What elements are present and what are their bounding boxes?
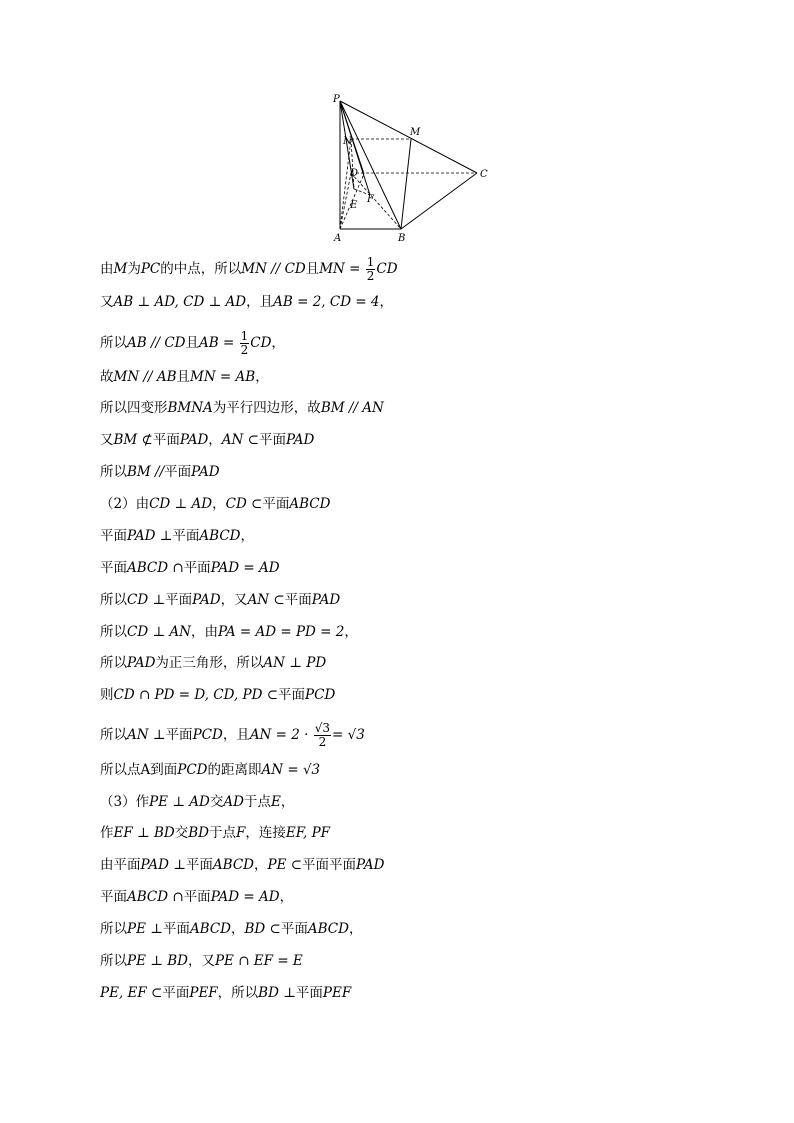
label-m: M (410, 127, 421, 138)
segment-pf (340, 101, 370, 195)
segment-an (340, 139, 351, 229)
proof-line-17: （3）作PE ⊥ AD交AD于点E， (100, 794, 295, 810)
edge-bc (401, 173, 477, 229)
label-n: N (343, 136, 352, 147)
proof-line-4: 故MN // AB且MN = AB， (100, 369, 269, 385)
proof-line-11: 所以CD ⊥平面PAD，又AN ⊂平面PAD (100, 592, 341, 608)
segment-mb (401, 139, 411, 229)
proof-line-12: 所以CD ⊥ AN，由PA = AD = PD = 2， (100, 624, 358, 640)
proof-line-23: PE, EF ⊂平面PEF，所以BD ⊥平面PEF (100, 985, 352, 1001)
proof-line-5: 所以四变形BMNA为平行四边形，故BM // AN (100, 400, 384, 416)
proof-line-18: 作EF ⊥ BD交BD于点F，连接EF, PF (100, 825, 331, 841)
label-a: A (334, 233, 342, 244)
proof-line-21: 所以PE ⊥平面ABCD，BD ⊂平面ABCD， (100, 921, 363, 937)
pyramid-diagram (326, 92, 496, 244)
proof-line-22: 所以PE ⊥ BD，又PE ∩ EF = E (100, 953, 303, 969)
proof-line-15: 所以AN ⊥平面PCD，且AN = 2 · $\frac{√3}{2}$ = √3 (100, 721, 365, 749)
proof-line-8: （2）由CD ⊥ AD，CD ⊂平面ABCD (100, 496, 331, 512)
label-d: D (350, 168, 359, 179)
proof-line-19: 由平面PAD ⊥平面ABCD，PE ⊂平面平面PAD (100, 857, 385, 873)
fraction: $\frac{√3}{2}$ (314, 721, 331, 749)
proof-line-1: 由M为PC的中点，所以MN // CD且MN = $\frac{1}{2}$ CD (100, 255, 398, 283)
label-e: E (350, 200, 358, 211)
proof-line-20: 平面ABCD ∩平面PAD = AD， (100, 889, 294, 905)
geometry-figure (326, 92, 496, 244)
label-p: P (333, 94, 340, 105)
proof-line-14: 则CD ∩ PD = D, CD, PD ⊂平面PCD (100, 687, 336, 703)
proof-line-3: 所以AB // CD且AB = $\frac{1}{2}$ CD， (100, 329, 285, 357)
proof-line-10: 平面ABCD ∩平面PAD = AD (100, 560, 280, 576)
proof-line-16: 所以点A到面PCD的距离即AN = √3 (100, 762, 321, 778)
label-b: B (398, 233, 406, 244)
proof-line-7: 所以BM //平面PAD (100, 464, 220, 480)
proof-line-2: 又AB ⊥ AD, CD ⊥ AD，且AB = 2, CD = 4， (100, 294, 394, 310)
proof-line-6: 又BM ⊄平面PAD，AN ⊂平面PAD (100, 432, 315, 448)
label-f: F (367, 194, 374, 205)
proof-line-13: 所以PAD为正三角形，所以AN ⊥ PD (100, 655, 327, 671)
edge-db (351, 173, 401, 229)
label-c: C (480, 169, 488, 180)
proof-line-9: 平面PAD ⊥平面ABCD， (100, 528, 254, 544)
fraction: $\frac{1}{2}$ (240, 329, 249, 357)
fraction: $\frac{1}{2}$ (366, 255, 375, 283)
